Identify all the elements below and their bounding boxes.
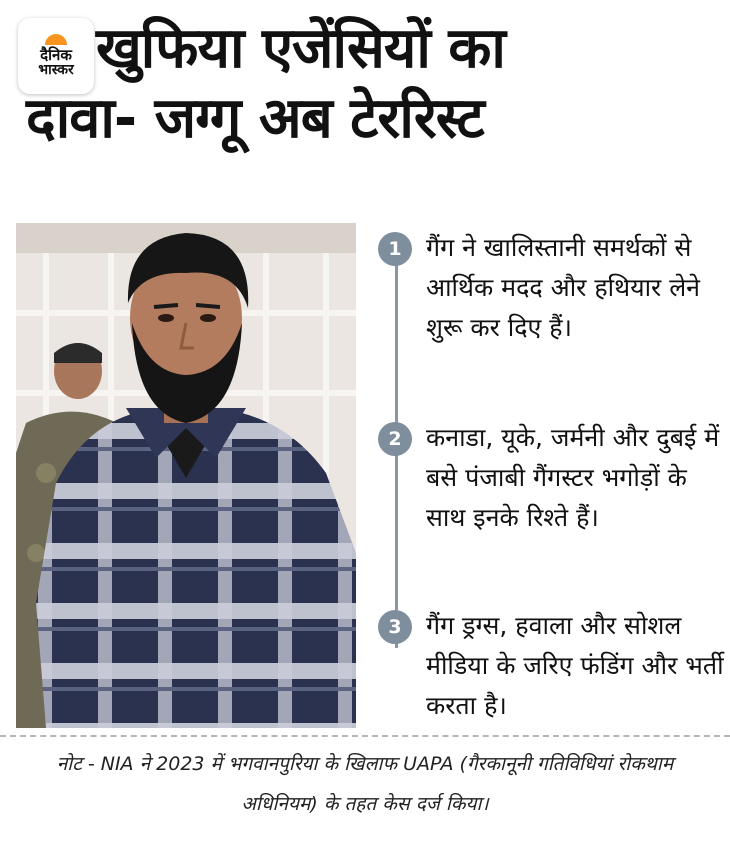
dainik-bhaskar-logo xyxy=(18,18,94,94)
point-number-badge: 2 xyxy=(378,422,412,456)
point-text: गैंग ड्रग्स, हवाला और सोशल मीडिया के जरिए फंडिंग और भर्ती करता है। xyxy=(426,611,724,720)
point-number-badge: 3 xyxy=(378,610,412,644)
headline-line1: खुफिया एजेंसियों का xyxy=(96,16,505,81)
point-text: गैंग ने खालिस्तानी समर्थकों से आर्थिक मदद और हथियार लेने शुरू कर दिए हैं। xyxy=(426,233,701,342)
person-photo xyxy=(16,223,356,728)
logo-text-line1: दैनिक xyxy=(40,46,72,64)
footnote: नोट - NIA ने 2023 में भगवानपुरिया के खिलाफ UAPA (गैरकानूनी गतिविधियां रोकथाम अधिनियम) के तहत केस दर्ज किया। xyxy=(56,753,674,815)
dashed-divider xyxy=(0,735,730,737)
sun-icon xyxy=(45,34,67,45)
point-number-badge: 1 xyxy=(378,232,412,266)
logo-text-line2: भास्कर xyxy=(38,62,74,78)
headline-line2: दावा- जग्गू अब टेररिस्ट xyxy=(26,86,484,151)
point-text: कनाडा, यूके, जर्मनी और दुबई में बसे पंजाबी गैंगस्टर भगोड़ों के साथ इनके रिश्ते हैं। xyxy=(426,423,720,532)
